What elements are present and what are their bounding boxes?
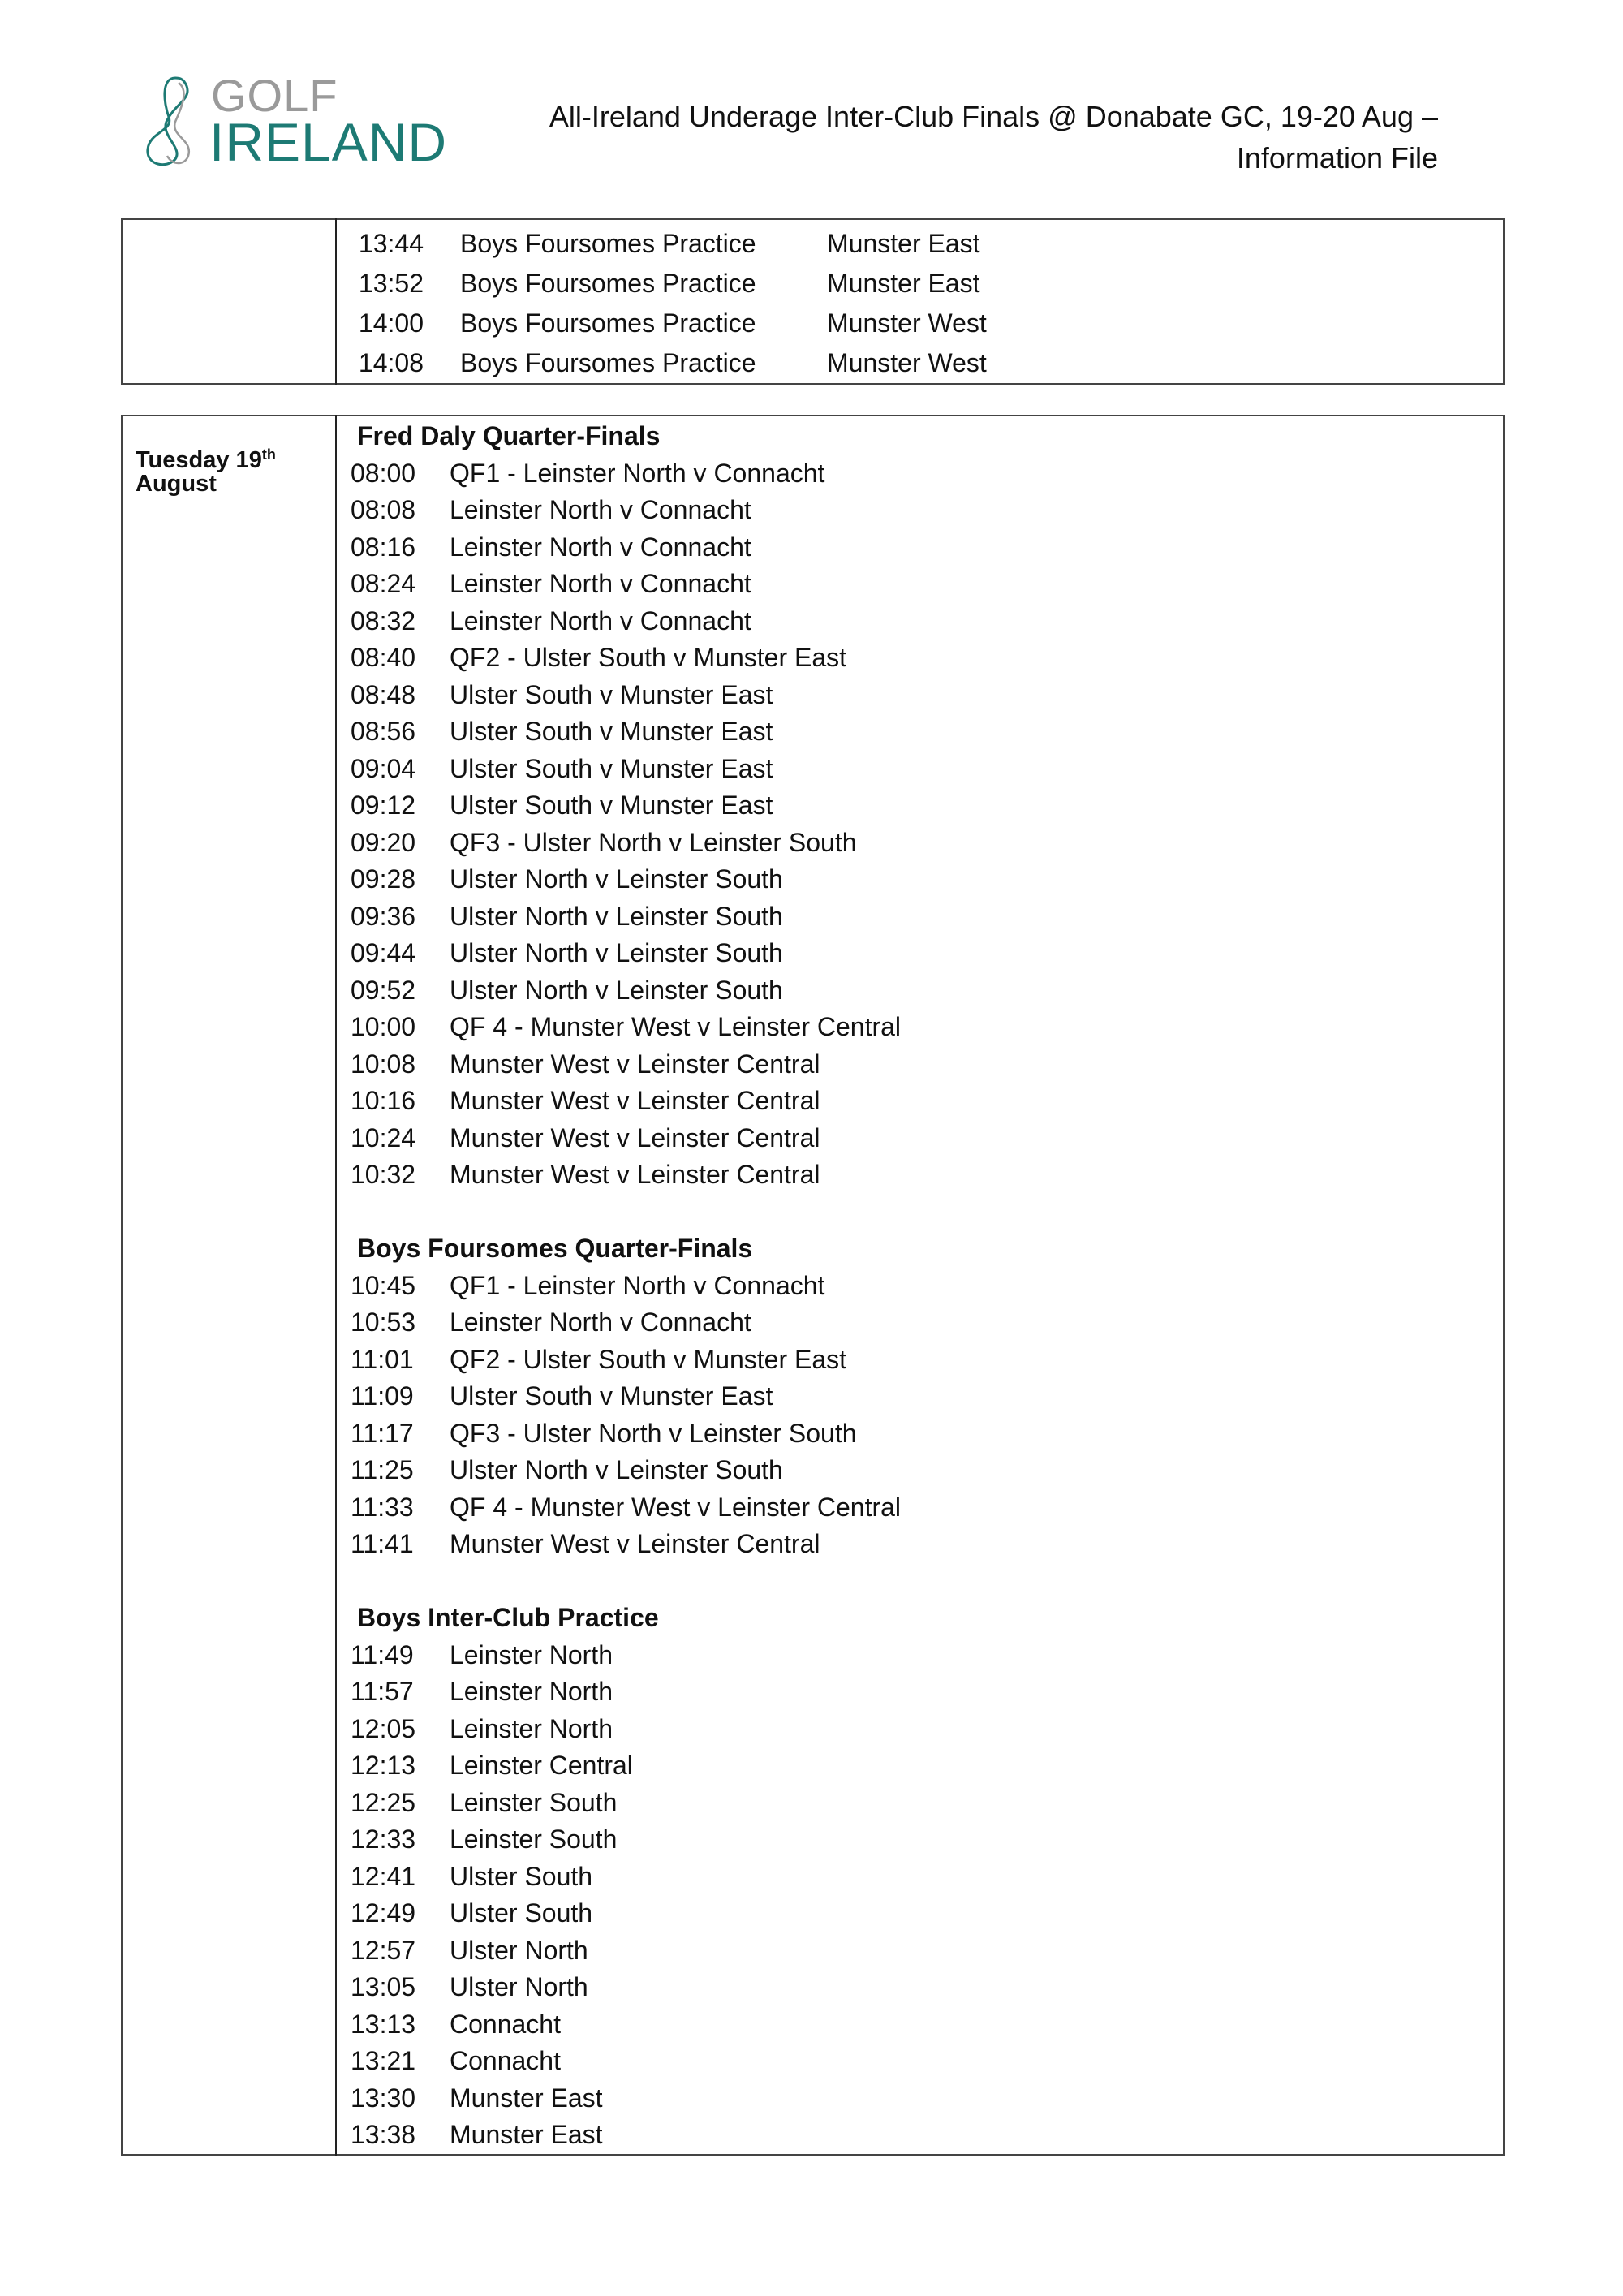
tee-time: 10:08 (351, 1049, 416, 1079)
spacer (351, 1194, 1503, 1231)
tee-time: 08:24 (351, 569, 416, 598)
match-description: Ulster South (450, 1861, 593, 1891)
table-row (351, 1452, 1503, 1489)
match-description: Ulster South (450, 1898, 593, 1928)
table-row (351, 492, 1503, 529)
table-row (351, 751, 1503, 788)
tee-time: 10:32 (351, 1160, 416, 1189)
match-description: Connacht (450, 2046, 561, 2075)
tee-time: 09:12 (351, 790, 416, 820)
match-description: Leinster North v Connacht (450, 605, 751, 635)
tee-time: 08:32 (351, 605, 416, 635)
match-description: Ulster South v Munster East (450, 717, 773, 746)
table-row (351, 1378, 1503, 1415)
match-description: QF1 - Leinster North v Connacht (450, 458, 825, 488)
section-heading: Boys Foursomes Quarter-Finals (357, 1234, 753, 1263)
table-row (351, 1637, 1503, 1674)
table-row (351, 713, 1503, 751)
tee-time: 13:13 (351, 2009, 416, 2039)
tee-time: 12:33 (351, 1824, 416, 1854)
table-row (351, 1526, 1503, 1563)
region-name: Munster East (827, 269, 980, 298)
table-row (351, 861, 1503, 898)
tee-time: 09:28 (351, 864, 416, 894)
match-description: Munster East (450, 2120, 603, 2149)
region-name: Munster West (827, 308, 987, 338)
match-description: Leinster Central (450, 1751, 633, 1780)
match-description: QF2 - Ulster South v Munster East (450, 643, 847, 672)
day-label (123, 416, 335, 496)
match-description: QF 4 - Munster West v Leinster Central (450, 1492, 902, 1522)
match-description: Leinster North v Connacht (450, 495, 751, 524)
section-heading: Fred Daly Quarter-Finals (357, 421, 661, 450)
table-row (351, 677, 1503, 714)
day-month: August (136, 471, 217, 497)
tee-time: 09:04 (351, 753, 416, 783)
event-name: Boys Foursomes Practice (460, 229, 756, 258)
table-row (337, 343, 1503, 383)
table-row (351, 1009, 1503, 1046)
table-row (351, 1821, 1503, 1859)
tee-time: 11:17 (351, 1418, 414, 1448)
day-cell-empty (122, 219, 336, 384)
section-heading: Boys Inter-Club Practice (357, 1603, 659, 1632)
match-description: Ulster South v Munster East (450, 790, 773, 820)
table-row (351, 898, 1503, 936)
tee-time: 08:40 (351, 643, 416, 672)
table-row (351, 529, 1503, 566)
match-description: QF3 - Ulster North v Leinster South (450, 827, 857, 857)
event-name: Boys Foursomes Practice (460, 269, 756, 298)
table-row (351, 1895, 1503, 1932)
tee-time: 11:25 (351, 1455, 414, 1484)
table-row (351, 825, 1503, 862)
spacer (351, 1563, 1503, 1600)
match-description: Leinster South (450, 1824, 618, 1854)
tee-time: 12:41 (351, 1861, 416, 1891)
match-description: Leinster North (450, 1713, 613, 1743)
title-line-1: All-Ireland Underage Inter-Club Finals @ Donabate GC, 19-20 Aug – (549, 100, 1438, 133)
table-row (337, 304, 1503, 343)
event-name: Boys Foursomes Practice (460, 308, 756, 338)
tee-time: 13:52 (358, 269, 424, 298)
table-row (351, 1342, 1503, 1379)
tee-time: 12:57 (351, 1935, 416, 1965)
match-description: Leinster North v Connacht (450, 532, 751, 562)
logo-text-ireland: IRELAND (209, 112, 448, 172)
table-row (351, 1304, 1503, 1342)
match-description: QF 4 - Munster West v Leinster Central (450, 1012, 902, 1041)
match-description: QF1 - Leinster North v Connacht (450, 1270, 825, 1300)
tee-time: 11:49 (351, 1639, 414, 1669)
tee-time: 10:00 (351, 1012, 416, 1041)
table-row (351, 603, 1503, 640)
table-row (351, 935, 1503, 972)
table-row (337, 264, 1503, 304)
tee-time: 13:44 (358, 229, 424, 258)
table-row (351, 1785, 1503, 1822)
tee-time: 12:25 (351, 1787, 416, 1817)
match-description: QF2 - Ulster South v Munster East (450, 1344, 847, 1374)
title-line-2: Information File (1236, 141, 1438, 174)
match-description: Munster West v Leinster Central (450, 1529, 820, 1558)
match-description: Ulster North v Leinster South (450, 864, 783, 894)
table-row (351, 1711, 1503, 1748)
table-row (351, 1415, 1503, 1453)
match-description: Ulster North v Leinster South (450, 901, 783, 931)
match-description: Leinster South (450, 1787, 618, 1817)
tee-time: 11:33 (351, 1492, 414, 1522)
continued-schedule-table (121, 218, 1505, 385)
table-row (351, 1859, 1503, 1896)
day-cell (122, 416, 336, 2155)
tee-time: 09:36 (351, 901, 416, 931)
tee-time: 13:21 (351, 2046, 416, 2075)
match-description: Ulster South v Munster East (450, 753, 773, 783)
tee-time: 10:53 (351, 1307, 416, 1337)
tee-time: 11:57 (351, 1677, 414, 1706)
match-description: Munster East (450, 2083, 603, 2113)
tee-time: 13:30 (351, 2083, 416, 2113)
tee-time: 08:08 (351, 495, 416, 524)
event-name: Boys Foursomes Practice (460, 348, 756, 377)
tee-time: 08:16 (351, 532, 416, 562)
table-row (337, 224, 1503, 264)
match-description: Ulster North v Leinster South (450, 938, 783, 967)
match-description: QF3 - Ulster North v Leinster South (450, 1418, 857, 1448)
tee-time: 13:05 (351, 1972, 416, 2001)
table-row (351, 1046, 1503, 1083)
match-description: Munster West v Leinster Central (450, 1122, 820, 1152)
region-name: Munster West (827, 348, 987, 377)
match-description: Ulster South v Munster East (450, 679, 773, 709)
match-description: Munster West v Leinster Central (450, 1049, 820, 1079)
schedule-cell (336, 416, 1504, 2155)
table-row (351, 1969, 1503, 2006)
tee-time: 11:41 (351, 1529, 414, 1558)
table-row (351, 2080, 1503, 2117)
match-description: Munster West v Leinster Central (450, 1160, 820, 1189)
tee-time: 12:05 (351, 1713, 416, 1743)
table-row (351, 1120, 1503, 1157)
region-name: Munster East (827, 229, 980, 258)
tee-time: 11:01 (351, 1344, 414, 1374)
tee-time: 10:45 (351, 1270, 416, 1300)
table-row (351, 787, 1503, 825)
table-row (351, 455, 1503, 493)
document-title (464, 96, 1438, 179)
match-description: Ulster South v Munster East (450, 1381, 773, 1411)
table-row (351, 2117, 1503, 2154)
tee-time: 11:09 (351, 1381, 414, 1411)
tee-time: 08:00 (351, 458, 416, 488)
match-description: Leinster North (450, 1639, 613, 1669)
tee-time: 08:48 (351, 679, 416, 709)
table-row (351, 566, 1503, 603)
tee-time: 13:38 (351, 2120, 416, 2149)
tee-time: 12:13 (351, 1751, 416, 1780)
table-row (351, 1489, 1503, 1527)
table-row (351, 1268, 1503, 1305)
golf-ireland-logo (143, 70, 448, 172)
match-description: Leinster North (450, 1677, 613, 1706)
tuesday-schedule-table (121, 415, 1505, 2156)
match-description: Ulster North (450, 1935, 588, 1965)
match-description: Leinster North v Connacht (450, 569, 751, 598)
tee-time: 08:56 (351, 717, 416, 746)
table-row (351, 1674, 1503, 1711)
match-description: Ulster North (450, 1972, 588, 2001)
day-ordinal: th (261, 446, 276, 463)
table-row (351, 1932, 1503, 1970)
table-row (351, 640, 1503, 677)
match-description: Connacht (450, 2009, 561, 2039)
table-row (351, 2043, 1503, 2080)
tee-time: 09:44 (351, 938, 416, 967)
tee-time: 09:52 (351, 975, 416, 1005)
table-row (351, 2006, 1503, 2044)
table-row (351, 972, 1503, 1010)
table-row (351, 1157, 1503, 1194)
match-description: Ulster North v Leinster South (450, 975, 783, 1005)
tee-time: 09:20 (351, 827, 416, 857)
table-row (351, 1083, 1503, 1120)
match-description: Ulster North v Leinster South (450, 1455, 783, 1484)
tee-time: 10:16 (351, 1086, 416, 1115)
logo-mark-icon (143, 75, 208, 169)
tee-time: 14:00 (358, 308, 424, 338)
logo-text-golf: GOLF (211, 70, 338, 121)
match-description: Munster West v Leinster Central (450, 1086, 820, 1115)
tee-time: 12:49 (351, 1898, 416, 1928)
table-row (351, 1747, 1503, 1785)
schedule-cell (336, 219, 1504, 384)
tee-time: 10:24 (351, 1122, 416, 1152)
day-date: Tuesday 19 (136, 447, 262, 473)
match-description: Leinster North v Connacht (450, 1307, 751, 1337)
tee-time: 14:08 (358, 348, 424, 377)
